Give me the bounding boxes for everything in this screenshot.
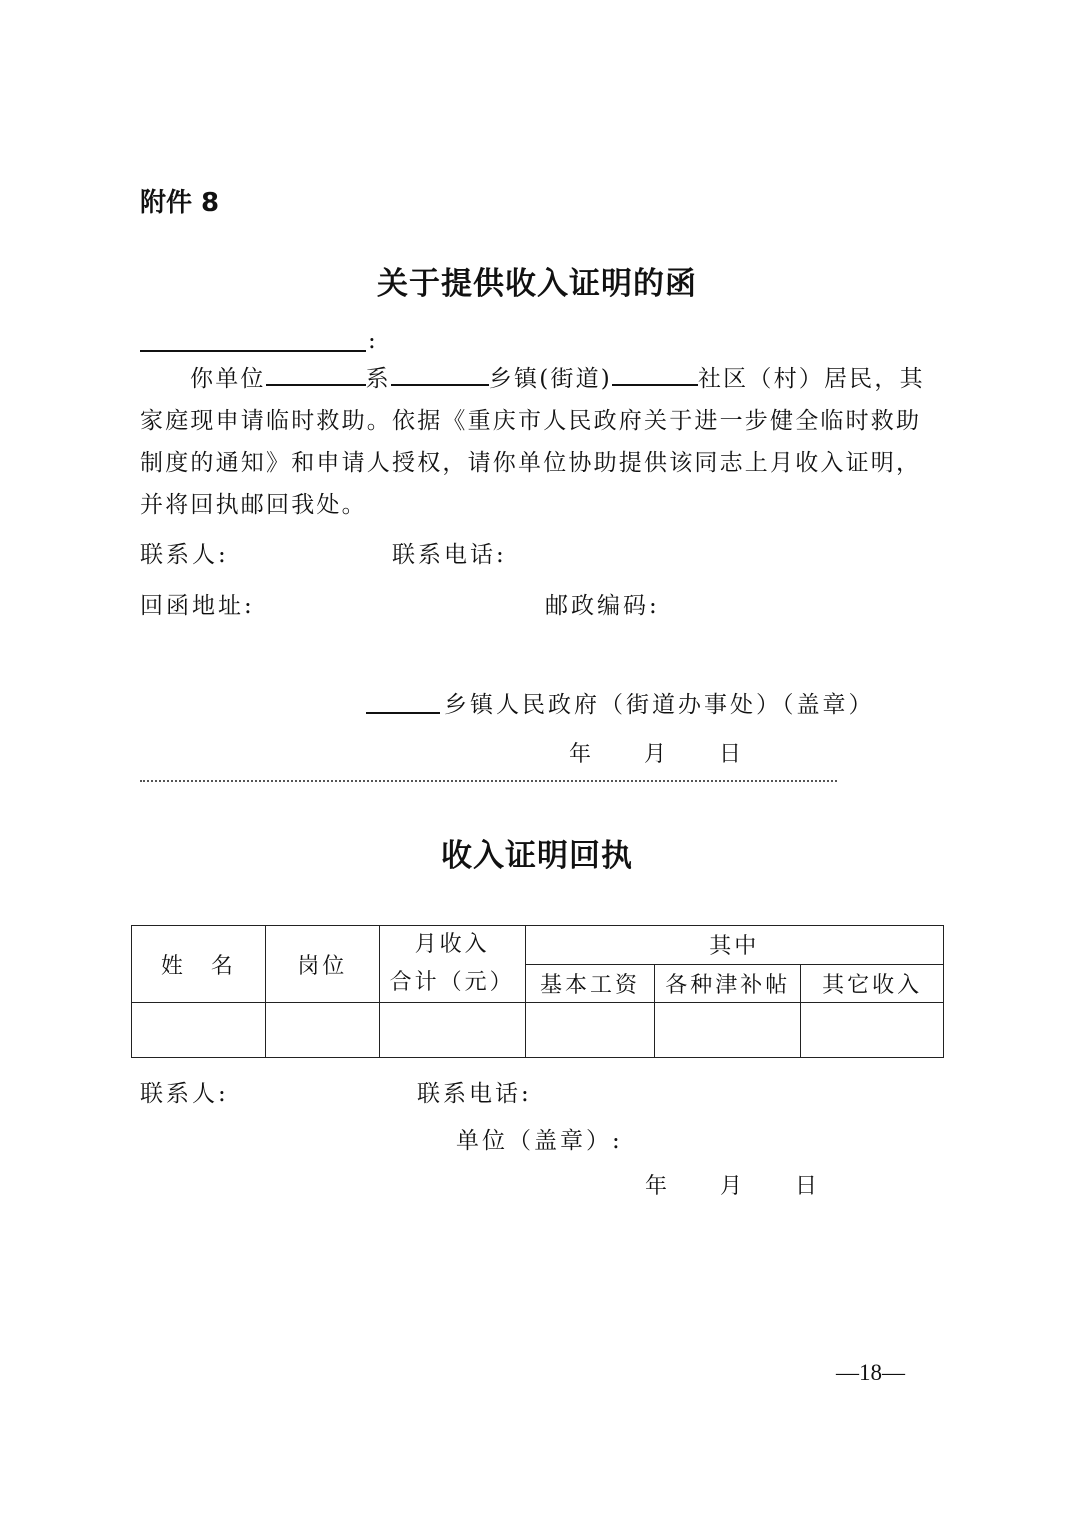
- cell-total[interactable]: [379, 1003, 525, 1058]
- letter-title: 关于提供收入证明的函: [377, 266, 697, 302]
- address-label: 回函地址:: [140, 593, 255, 619]
- postcode-label: 邮政编码:: [545, 593, 660, 619]
- phone-label: 联系电话:: [392, 542, 507, 568]
- header-basic-salary: 基本工资: [525, 964, 655, 1003]
- receipt-date: 年 月 日: [645, 1174, 821, 1199]
- income-table: [131, 925, 944, 1058]
- letter-date: 年 月 日: [569, 742, 745, 767]
- letter-paragraph: [140, 358, 940, 526]
- addressee-colon: :: [368, 328, 379, 354]
- header-name: 姓 名: [132, 926, 266, 1003]
- cell-other-income[interactable]: [801, 1003, 944, 1058]
- blank-town: [391, 383, 489, 386]
- page-number: —18—: [836, 1360, 905, 1385]
- blank-community: [612, 383, 698, 386]
- receipt-phone-label: 联系电话:: [417, 1081, 532, 1107]
- cell-basic-salary[interactable]: [525, 1003, 655, 1058]
- header-allowance: 各种津补帖: [655, 964, 801, 1003]
- issuer-label: 乡镇人民政府（街道办事处）（盖章）: [444, 692, 875, 718]
- attachment-label: 附件 8: [140, 188, 220, 218]
- cell-name[interactable]: [132, 1003, 266, 1058]
- issuer-blank: [366, 712, 440, 714]
- contact-label: 联系人:: [140, 542, 229, 568]
- header-post: 岗位: [265, 926, 379, 1003]
- cell-post[interactable]: [265, 1003, 379, 1058]
- header-total: 月收入 合计（元）: [379, 926, 525, 1003]
- para-text-3: 乡镇(街道): [488, 366, 612, 392]
- cell-allowance[interactable]: [655, 1003, 801, 1058]
- addressee-blank: [140, 350, 366, 352]
- para-text-4: 社区（村）居民，其家庭现申请临时救助。依据《重庆市人民政府关于进一步健全临时救助制度的通知》和申请人授权，请你单位协助提供该同志上月收入证明，并将回执邮回我处。: [140, 366, 925, 518]
- cut-line: [140, 780, 837, 782]
- receipt-unit-label: 单位（盖章）:: [456, 1128, 623, 1154]
- header-breakdown: 其中: [525, 926, 943, 965]
- receipt-contact-label: 联系人:: [140, 1081, 229, 1107]
- para-text-1: 你单位: [190, 366, 266, 392]
- para-text-2: 系: [365, 366, 391, 392]
- receipt-title: 收入证明回执: [441, 838, 633, 874]
- header-other-income: 其它收入: [801, 964, 944, 1003]
- blank-unit: [266, 383, 366, 386]
